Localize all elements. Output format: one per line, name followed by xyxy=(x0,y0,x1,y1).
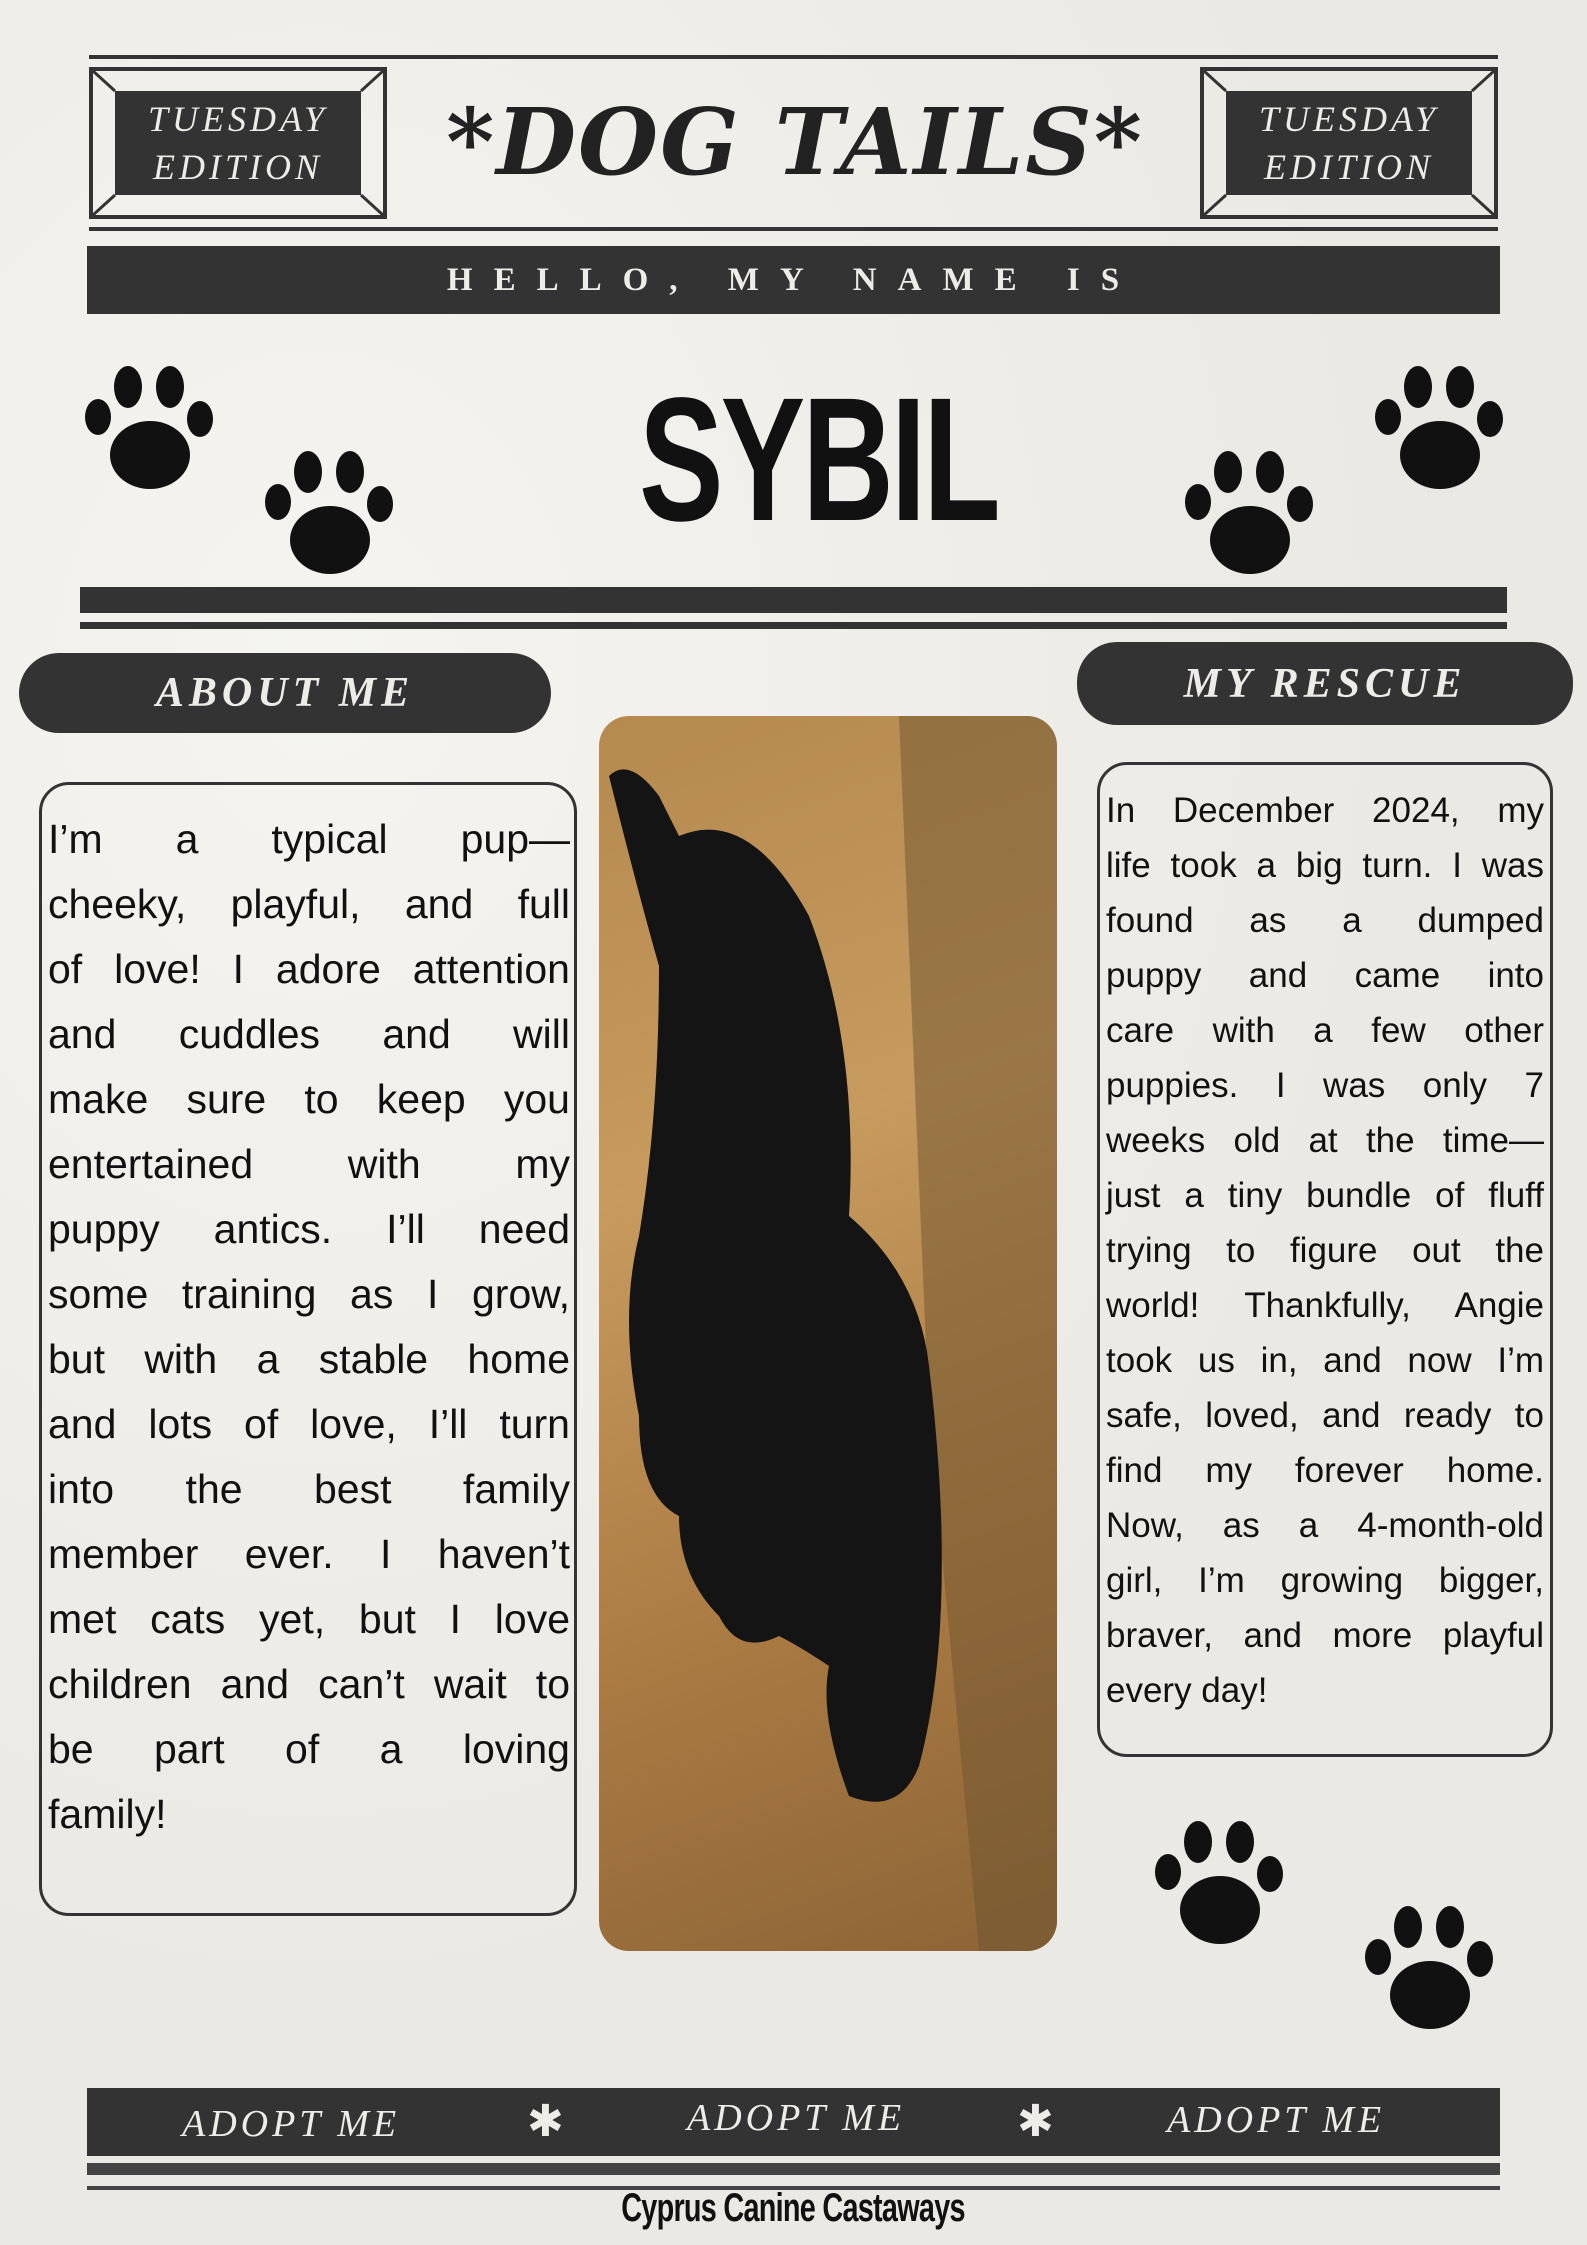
adopt-label: ADOPT ME xyxy=(182,2103,401,2145)
text-line: make sure to keep you xyxy=(48,1076,570,1122)
text-line: of love! I adore attention xyxy=(48,946,570,992)
about-text-box xyxy=(39,782,577,1916)
edition-label: EDITION xyxy=(1264,147,1434,187)
edition-day: TUESDAY xyxy=(1258,99,1440,139)
adopt-label: ADOPT ME xyxy=(1167,2099,1386,2141)
text-line: Now, as a 4-month-old xyxy=(1106,1506,1544,1545)
header-rule xyxy=(89,227,1498,231)
adopt-banner xyxy=(87,2088,1500,2156)
text-line: life took a big turn. I was xyxy=(1106,846,1544,885)
text-line: just a tiny bundle of fluff xyxy=(1106,1176,1544,1215)
text-line: In December 2024, my xyxy=(1106,791,1544,830)
asterisk-icon: ✱ xyxy=(527,2097,568,2146)
text-line: every day! xyxy=(1106,1671,1268,1710)
text-line: be part of a loving xyxy=(48,1726,570,1772)
text-line: find my forever home. xyxy=(1106,1451,1544,1490)
text-line: and cuddles and will xyxy=(48,1011,570,1057)
rescue-text-box xyxy=(1097,762,1553,1757)
text-line: safe, loved, and ready to xyxy=(1106,1396,1544,1435)
text-line: puppies. I was only 7 xyxy=(1106,1066,1544,1105)
text-line: puppy and came into xyxy=(1106,956,1544,995)
text-line: girl, I’m growing bigger, xyxy=(1106,1561,1544,1600)
hello-banner: HELLO, MY NAME IS xyxy=(87,246,1500,314)
text-line: family! xyxy=(48,1791,167,1837)
top-rule xyxy=(89,55,1498,59)
section-rule-thin xyxy=(80,622,1507,629)
text-line: and lots of love, I’ll turn xyxy=(48,1401,570,1447)
text-line: entertained with my xyxy=(48,1141,570,1187)
paw-prints-top-left xyxy=(40,320,440,580)
text-line: puppy antics. I’ll need xyxy=(48,1206,570,1252)
text-line: member ever. I haven’t xyxy=(48,1531,570,1577)
text-line: trying to figure out the xyxy=(1106,1231,1544,1270)
about-heading: ABOUT ME xyxy=(19,653,551,733)
edition-badge-right xyxy=(1200,67,1498,219)
paw-prints-top-right xyxy=(1150,320,1550,580)
edition-label: EDITION xyxy=(153,147,323,187)
text-line: but with a stable home xyxy=(48,1336,570,1382)
rescue-heading: MY RESCUE xyxy=(1077,642,1573,725)
dog-name: SYBIL xyxy=(639,362,998,558)
dog-photo xyxy=(599,716,1057,1951)
paw-prints-bottom-right xyxy=(1100,1790,1550,2050)
text-line: I’m a typical pup— xyxy=(48,816,570,862)
edition-day: TUESDAY xyxy=(147,99,329,139)
section-rule-thick xyxy=(80,587,1507,613)
text-line: children and can’t wait to xyxy=(48,1661,570,1707)
text-line: braver, and more playful xyxy=(1106,1616,1544,1655)
text-line: met cats yet, but I love xyxy=(48,1596,570,1642)
adopt-label: ADOPT ME xyxy=(687,2097,906,2139)
organization-name: Cyprus Canine Castaways xyxy=(621,2186,965,2230)
text-line: took us in, and now I’m xyxy=(1106,1341,1544,1380)
text-line: cheeky, playful, and full xyxy=(48,881,570,927)
text-line: weeks old at the time— xyxy=(1106,1121,1544,1160)
masthead-title: *DOG TAILS* xyxy=(446,88,1144,196)
edition-badge-left xyxy=(89,67,387,219)
text-line: some training as I grow, xyxy=(48,1271,570,1317)
footer-rule-thick xyxy=(87,2163,1500,2175)
text-line: into the best family xyxy=(48,1466,570,1512)
text-line: care with a few other xyxy=(1106,1011,1544,1050)
asterisk-icon: ✱ xyxy=(1017,2097,1058,2146)
text-line: world! Thankfully, Angie xyxy=(1106,1286,1544,1325)
text-line: found as a dumped xyxy=(1106,901,1544,940)
